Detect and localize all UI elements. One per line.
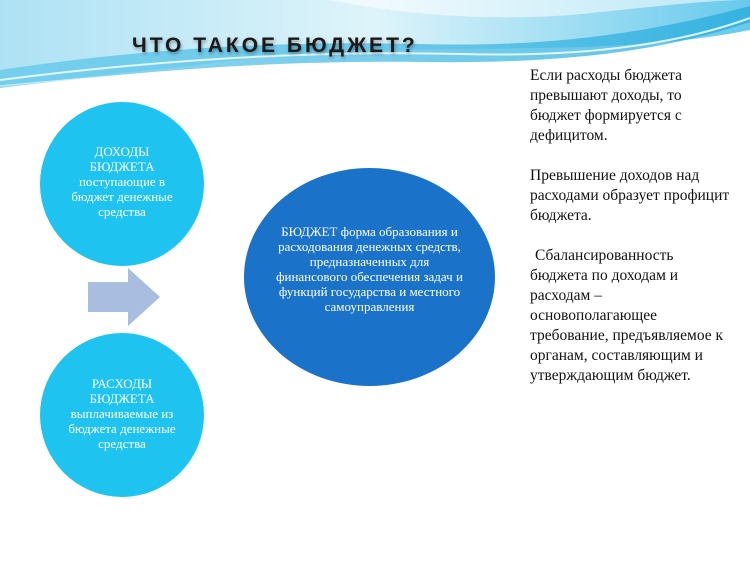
- side-text-block: [530, 66, 730, 386]
- deficit-paragraph: Если расходы бюджета превышают доходы, то бюджет формируется с дефицитом.: [530, 67, 682, 144]
- page-title: ЧТО ТАКОЕ БЮДЖЕТ?: [132, 34, 418, 57]
- expense-circle-label: РАСХОДЫ БЮДЖЕТА выплачиваемые из бюджета денежные средства: [68, 375, 176, 451]
- income-circle: [40, 102, 204, 266]
- income-circle-label: ДОХОДЫ БЮДЖЕТА поступающие в бюджет денежные средства: [71, 143, 173, 219]
- surplus-paragraph: Превышение доходов над расходами образует профицит бюджета.: [530, 167, 730, 224]
- budget-circle-label: БЮДЖЕТ форма образования и расходования денежных средств, предназначенных для финансового обеспечения задач и функций государства и местного самоуправления: [276, 224, 463, 314]
- budget-circle: [244, 168, 495, 386]
- expense-circle: [40, 333, 204, 497]
- balance-paragraph: Сбалансированность бюджета по доходам и расходам – основополагающее требование, предъявляемое к органам, составляющим и утверждающим бюджет.: [530, 247, 724, 384]
- arrow-right-icon: [88, 268, 160, 326]
